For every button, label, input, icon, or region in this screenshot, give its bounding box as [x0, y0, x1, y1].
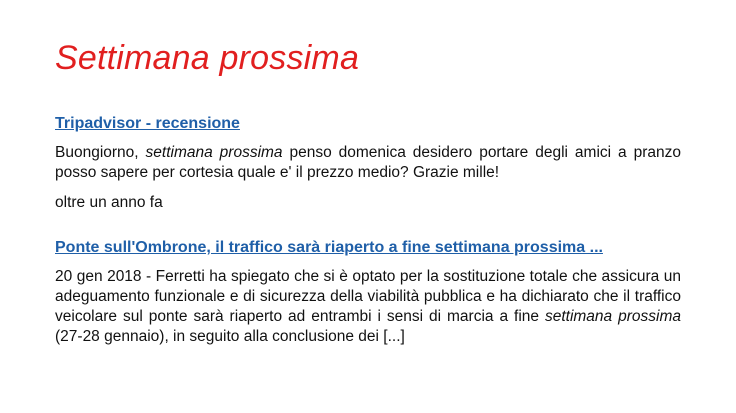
result-link[interactable]: Ponte sull'Ombrone, il traffico sarà riaperto a fine settimana prossima ...: [55, 239, 603, 256]
snippet-text: 20 gen 2018 - Ferretti ha spiegato che si è optato per la sostituzione totale che assicura un adeguamento funzionale e di sicurezza della viabilità pubblica e ha dichiarato che il traffico veicolare sul ponte sarà riaperto ad entrambi i sensi di marcia a fine: [55, 268, 681, 325]
result-date: oltre un anno fa: [55, 194, 163, 211]
snippet-highlight: settimana prossima: [145, 144, 283, 161]
slide-title: Settimana prossima: [55, 39, 360, 77]
result-snippet: [55, 267, 681, 347]
result-link[interactable]: Tripadvisor - recensione: [55, 115, 240, 132]
search-result: [55, 238, 681, 347]
snippet-text: penso domenica desidero portare degli amici a pranzo posso sapere per cortesia quale e' il prezzo medio? Grazie mille!: [55, 144, 681, 181]
search-result: [55, 114, 681, 213]
result-snippet: [55, 143, 681, 183]
snippet-highlight: settimana prossima: [544, 308, 681, 325]
snippet-text: Buongiorno,: [55, 144, 146, 161]
snippet-text: (27-28 gennaio), in seguito alla conclusione dei [...]: [55, 328, 405, 345]
